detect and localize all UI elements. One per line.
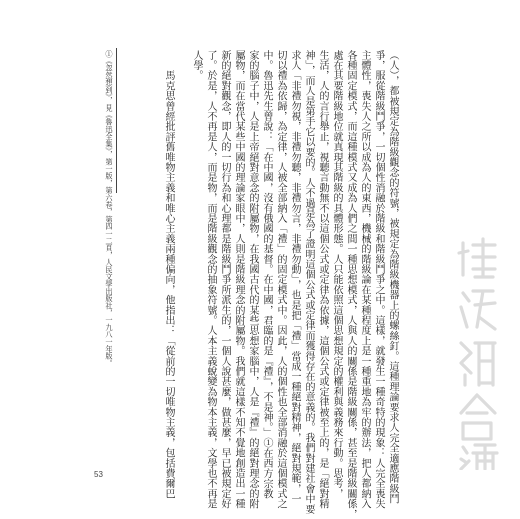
text-column-7: 神」，而人是第手它以要的。人不過是為了證明這個公式或定律而獲得存在的意義的。我們對建社會中要 [303,50,314,515]
text-column-15: 人學。 [191,50,202,81]
text-column-2: 爭，服從階級鬥爭，一切個性消融於階級和階級鬥爭之中。這樣，就發生一種奇特的現象：人完全喪失 [373,50,384,509]
text-column-1: （人），都被規定為階級觀念的符號，被規定為階級機器上的螺絲釘。這種理論要求人完全適應階級鬥 [387,50,398,504]
text-column-10: 中。魯迅先生曾說：「在中國，沒有俄國的基督。在中國，君臨的是『禮』，不是神。」①在西方宗教 [261,50,272,499]
text-column-13: 新的絕對觀念，即人的一切行為和心理都是階級鬥爭所派生的，一個人說甚麼，做甚麼，早已被規定好 [219,50,230,509]
text-column-12: 屬物，而在當代某些中國的理論家眼中，人則是階級理念的附屬物。我們就這樣不知不覺地創造出一種 [233,50,244,509]
footnote: ①《忽然想到》，見《魯迅全集》，第一版，第六卷，第四一二頁，人民文學出版社，一九八一年版。 [105,50,114,367]
text-column-6: 生活，人的言行舉止，視聽言動無不以這個公式或定律為依據，這個公式或定律被至上的，是「絕對精 [317,50,328,509]
footnote-divider [116,48,117,193]
text-column-11: 家的腦子中，人是上帝絕對意念的附屬物，在我國古代的某些思想家腦中，人是『禮』的絕對理念的附 [247,50,258,509]
text-column-14: 了。於是，人不再是人，而是物，而是階級觀念的抽象符號。人本主義蛻變為物本主義，文學也不再是 [205,50,216,509]
text-column-4: 各種固定模式，而這種模式又成為人們之間一種思想模式，人與人的關係是階級關係，甚至是階級關係， [345,50,356,519]
text-column-8: 求人「非禮勿視，非禮勿聽，非禮勿言，非禮勿動」，也是把「禮」當成一種絕對精神，絕對規範，一 [289,50,300,504]
text-column-5: 處在其要階級地位就真現其階級的具體形態。人只能依照這個思想規定的權利與義務來行動。思考， [331,50,342,499]
seal-watermark [455,235,501,470]
page-number: 53 [94,470,103,479]
text-column-3: 主體性，喪失人之所以成為人的東西，機械的階級論在某種程度上是一種重地為牢的辦法，把人都納入 [359,50,370,509]
text-column-17: 馬克思曾經批評舊唯物主義和唯心主義兩種偏向，他指出：「從前的一切唯物主義，包括費爾巴 [163,50,174,499]
text-column-9: 切以禮為依歸，為定律，人被全部納入「禮」的固定模式中。因此，人的個性也全部消融於這個模式之 [275,50,286,509]
